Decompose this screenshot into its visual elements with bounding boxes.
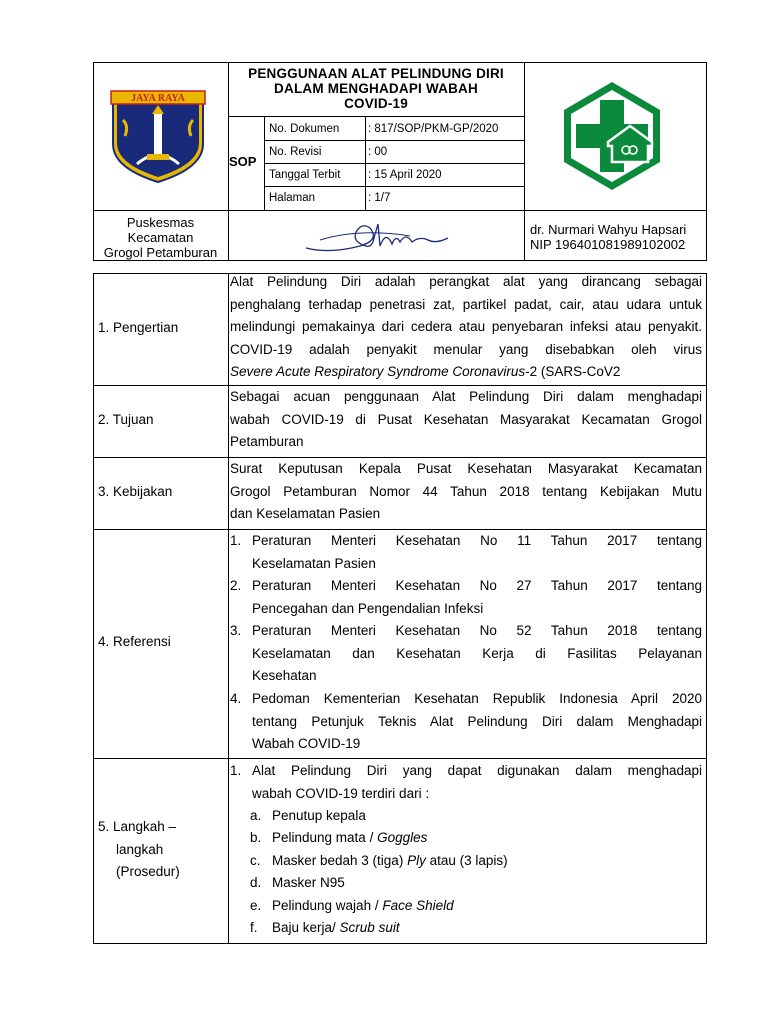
section-label-pengertian: 1. Pengertian — [98, 320, 179, 335]
meta-value-tanggal-terbit: : 15 April 2020 — [368, 169, 442, 181]
subitem-letter: f. — [250, 920, 258, 935]
subitem-letter: d. — [250, 875, 262, 890]
meta-label-tanggal-terbit: Tanggal Terbit — [269, 169, 341, 181]
meta-value-no-revisi: : 00 — [368, 146, 388, 158]
signer-name: dr. Nurmari Wahyu Hapsari — [530, 222, 687, 237]
signature-icon — [300, 218, 460, 258]
referensi-item-number: 1. — [230, 533, 242, 548]
signer-block — [530, 222, 705, 252]
subitem-letter: a. — [250, 808, 262, 823]
subitem-penutup-kepala: Penutup kepala — [272, 808, 366, 823]
tujuan-text: Sebagai acuan penggunaan Alat Pelindung Diri dalam menghadapi wabah COVID-19 di Pusat Kesehatan Masyarakat Kecamatan Grogol Petamburan — [230, 389, 702, 449]
referensi-item-4: Pedoman Kementerian Kesehatan Republik Indonesia April 2020 tentang Petunjuk Teknis Alat Pelindung Diri dalam Menghadapi Wabah COVID-19 — [252, 691, 702, 751]
referensi-item-3: Peraturan Menteri Kesehatan No 52 Tahun 2018 tentang Keselamatan dan Kesehatan Kerja di Fasilitas Pelayanan Kesehatan — [252, 623, 702, 683]
referensi-item-number: 2. — [230, 578, 242, 593]
meta-label-no-dokumen: No. Dokumen — [269, 123, 340, 135]
referensi-item-1: Peraturan Menteri Kesehatan No 11 Tahun 2017 tentang Keselamatan Pasien — [252, 533, 702, 571]
referensi-item-2: Peraturan Menteri Kesehatan No 27 Tahun 2017 tentang Pencegahan dan Pengendalian Infeksi — [252, 578, 702, 616]
meta-value-halaman: : 1/7 — [368, 192, 391, 204]
subitem-pelindung-wajah: Pelindung wajah / Face Shield — [272, 898, 454, 913]
section-label-kebijakan: 3. Kebijakan — [98, 484, 173, 499]
subitem-masker-n95: Masker N95 — [272, 875, 345, 890]
meta-label-halaman: Halaman — [269, 192, 316, 204]
langkah-item-1: Alat Pelindung Diri yang dapat digunakan dalam menghadapi wabah COVID-19 terdiri dari : — [252, 763, 702, 801]
subitem-letter: c. — [250, 853, 261, 868]
kebijakan-text: Surat Keputusan Kepala Pusat Kesehatan Masyarakat Kecamatan Grogol Petamburan Nomor 44 Tahun 2018 tentang Kebijakan Mutu dan Keselamatan Pasien — [230, 461, 702, 521]
section-label-referensi: 4. Referensi — [98, 634, 171, 649]
subitem-masker-bedah: Masker bedah 3 (tiga) Ply atau (3 lapis) — [272, 853, 508, 868]
puskesmas-logo-icon — [560, 80, 664, 192]
jaya-raya-logo-icon — [107, 86, 209, 184]
document-title: PENGGUNAAN ALAT PELINDUNG DIRI DALAM MENGHADAPI WABAH COVID-19 — [248, 66, 504, 111]
section-label-langkah: 5. Langkah – langkah (Prosedur) — [98, 819, 180, 879]
subitem-baju-kerja: Baju kerja/ Scrub suit — [272, 920, 400, 935]
signer-nip: NIP 196401081989102002 — [530, 237, 686, 252]
org-name: Puskesmas Kecamatan Grogol Petamburan — [103, 215, 218, 260]
section-label-tujuan: 2. Tujuan — [98, 412, 154, 427]
meta-label-no-revisi: No. Revisi — [269, 146, 322, 158]
meta-value-no-dokumen: : 817/SOP/PKM-GP/2020 — [368, 123, 499, 135]
logo-banner-text: JAYA RAYA — [131, 93, 185, 104]
subitem-letter: e. — [250, 898, 262, 913]
subitem-letter: b. — [250, 830, 262, 845]
pengertian-text: Alat Pelindung Diri adalah perangkat alat yang dirancang sebagai penghalang terhadap penetrasi zat, partikel padat, cair, atau udara untuk melindungi pemakainya dari cedera atau penyebaran infeksi atau penyakit. COVID-19 adalah penyakit menular yang disebabkan oleh virus Severe Acute Respiratory Syndrome Coronavirus-2 (SARS-CoV2 — [230, 274, 702, 379]
sop-label: SOP — [229, 154, 257, 169]
langkah-item-number: 1. — [230, 763, 242, 778]
referensi-item-number: 3. — [230, 623, 242, 638]
subitem-pelindung-mata: Pelindung mata / Goggles — [272, 830, 428, 845]
referensi-item-number: 4. — [230, 691, 242, 706]
